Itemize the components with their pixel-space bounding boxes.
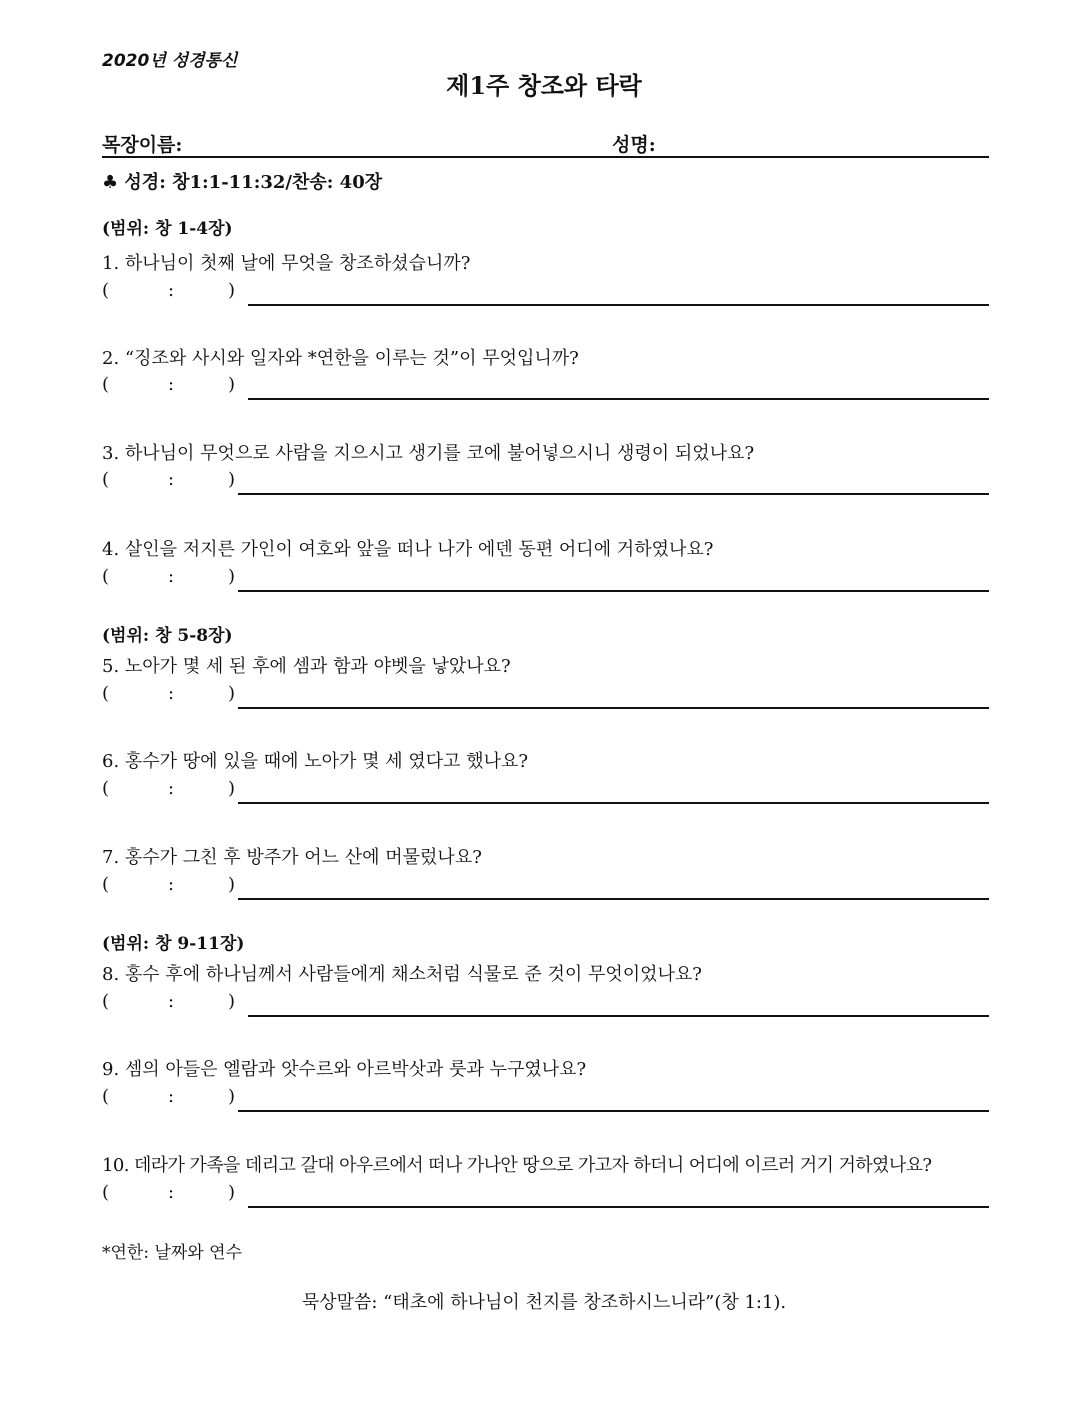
answer-paren-close: ) [228,991,236,1012]
group-name-label: 목장이름: [102,134,183,156]
answer-blank-1 [102,280,989,306]
header-year-label: 2020년 성경통신 [102,51,238,71]
question-8: 8. 홍수 후에 하나님께서 사람들에게 채소처럼 식물로 준 것이 무엇이었나요? [102,964,702,985]
scripture-reference [102,168,382,194]
question-7: 7. 홍수가 그친 후 방주가 어느 산에 머물렀나요? [102,847,482,868]
answer-colon: : [168,874,175,895]
answer-blank-4 [102,566,989,592]
section-range: (범위: 창 9-11장) [102,934,245,954]
answer-colon: : [168,991,175,1012]
answer-paren-open: ( [102,566,110,587]
answer-paren-close: ) [228,1086,236,1107]
answer-colon: : [168,1182,175,1203]
answer-colon: : [168,566,175,587]
club-icon: ♣ [102,172,119,193]
answer-colon: : [168,469,175,490]
answer-paren-open: ( [102,469,110,490]
question-2: 2. “징조와 사시와 일자와 *연한을 이루는 것”이 무엇입니까? [102,348,579,369]
answer-line[interactable] [238,1110,989,1112]
question-9: 9. 셈의 아들은 엘람과 앗수르와 아르박삿과 룻과 누구였나요? [102,1059,587,1080]
answer-blank-7 [102,874,989,900]
answer-colon: : [168,778,175,799]
answer-colon: : [168,683,175,704]
answer-paren-close: ) [228,280,236,301]
answer-blank-3 [102,469,989,495]
answer-colon: : [168,280,175,301]
answer-paren-open: ( [102,991,110,1012]
answer-line[interactable] [238,493,989,495]
answer-colon: : [168,1086,175,1107]
answer-line[interactable] [248,398,989,400]
question-3: 3. 하나님이 무엇으로 사람을 지으시고 생기를 코에 불어넣으시니 생령이 되었나요? [102,443,755,464]
answer-line[interactable] [238,590,989,592]
answer-blank-8 [102,991,989,1017]
meditation-verse: 묵상말씀: “태초에 하나님이 천지를 창조하시느니라”(창 1:1). [301,1292,787,1313]
answer-paren-open: ( [102,280,110,301]
answer-paren-close: ) [228,566,236,587]
person-name-label: 성명: [612,134,656,156]
question-6: 6. 홍수가 땅에 있을 때에 노아가 몇 세 였다고 했나요? [102,751,529,772]
answer-paren-close: ) [228,1182,236,1203]
answer-paren-open: ( [102,874,110,895]
answer-line[interactable] [238,802,989,804]
answer-colon: : [168,374,175,395]
question-1: 1. 하나님이 첫째 날에 무엇을 창조하셨습니까? [102,253,471,274]
question-10: 10. 데라가 가족을 데리고 갈대 아우르에서 떠나 가나안 땅으로 가고자 하더니 어디에 이르러 거기 거하였나요? [102,1155,932,1176]
answer-blank-5 [102,683,989,709]
answer-paren-close: ) [228,683,236,704]
answer-paren-close: ) [228,778,236,799]
answer-paren-close: ) [228,874,236,895]
section-range: (범위: 창 1-4장) [102,219,233,239]
answer-paren-open: ( [102,1086,110,1107]
question-5: 5. 노아가 몇 세 된 후에 셈과 함과 야벳을 낳았나요? [102,656,511,677]
page-title: 제1주 창조와 타락 [446,71,642,100]
footnote: *연한: 날짜와 연수 [102,1243,242,1263]
answer-line[interactable] [248,1206,989,1208]
answer-paren-open: ( [102,1182,110,1203]
answer-blank-6 [102,778,989,804]
answer-paren-close: ) [228,469,236,490]
answer-paren-open: ( [102,374,110,395]
answer-blank-10 [102,1182,989,1208]
scripture-text: 성경: 창1:1-11:32/찬송: 40장 [124,172,383,193]
question-4: 4. 살인을 저지른 가인이 여호와 앞을 떠나 나가 에덴 동편 어디에 거하였나요? [102,539,714,560]
answer-paren-close: ) [228,374,236,395]
section-range: (범위: 창 5-8장) [102,626,233,646]
answer-line[interactable] [248,1015,989,1017]
answer-line[interactable] [238,898,989,900]
answer-line[interactable] [238,707,989,709]
name-row [102,130,989,158]
answer-paren-open: ( [102,683,110,704]
answer-paren-open: ( [102,778,110,799]
answer-line[interactable] [248,304,989,306]
answer-blank-9 [102,1086,989,1112]
answer-blank-2 [102,374,989,400]
